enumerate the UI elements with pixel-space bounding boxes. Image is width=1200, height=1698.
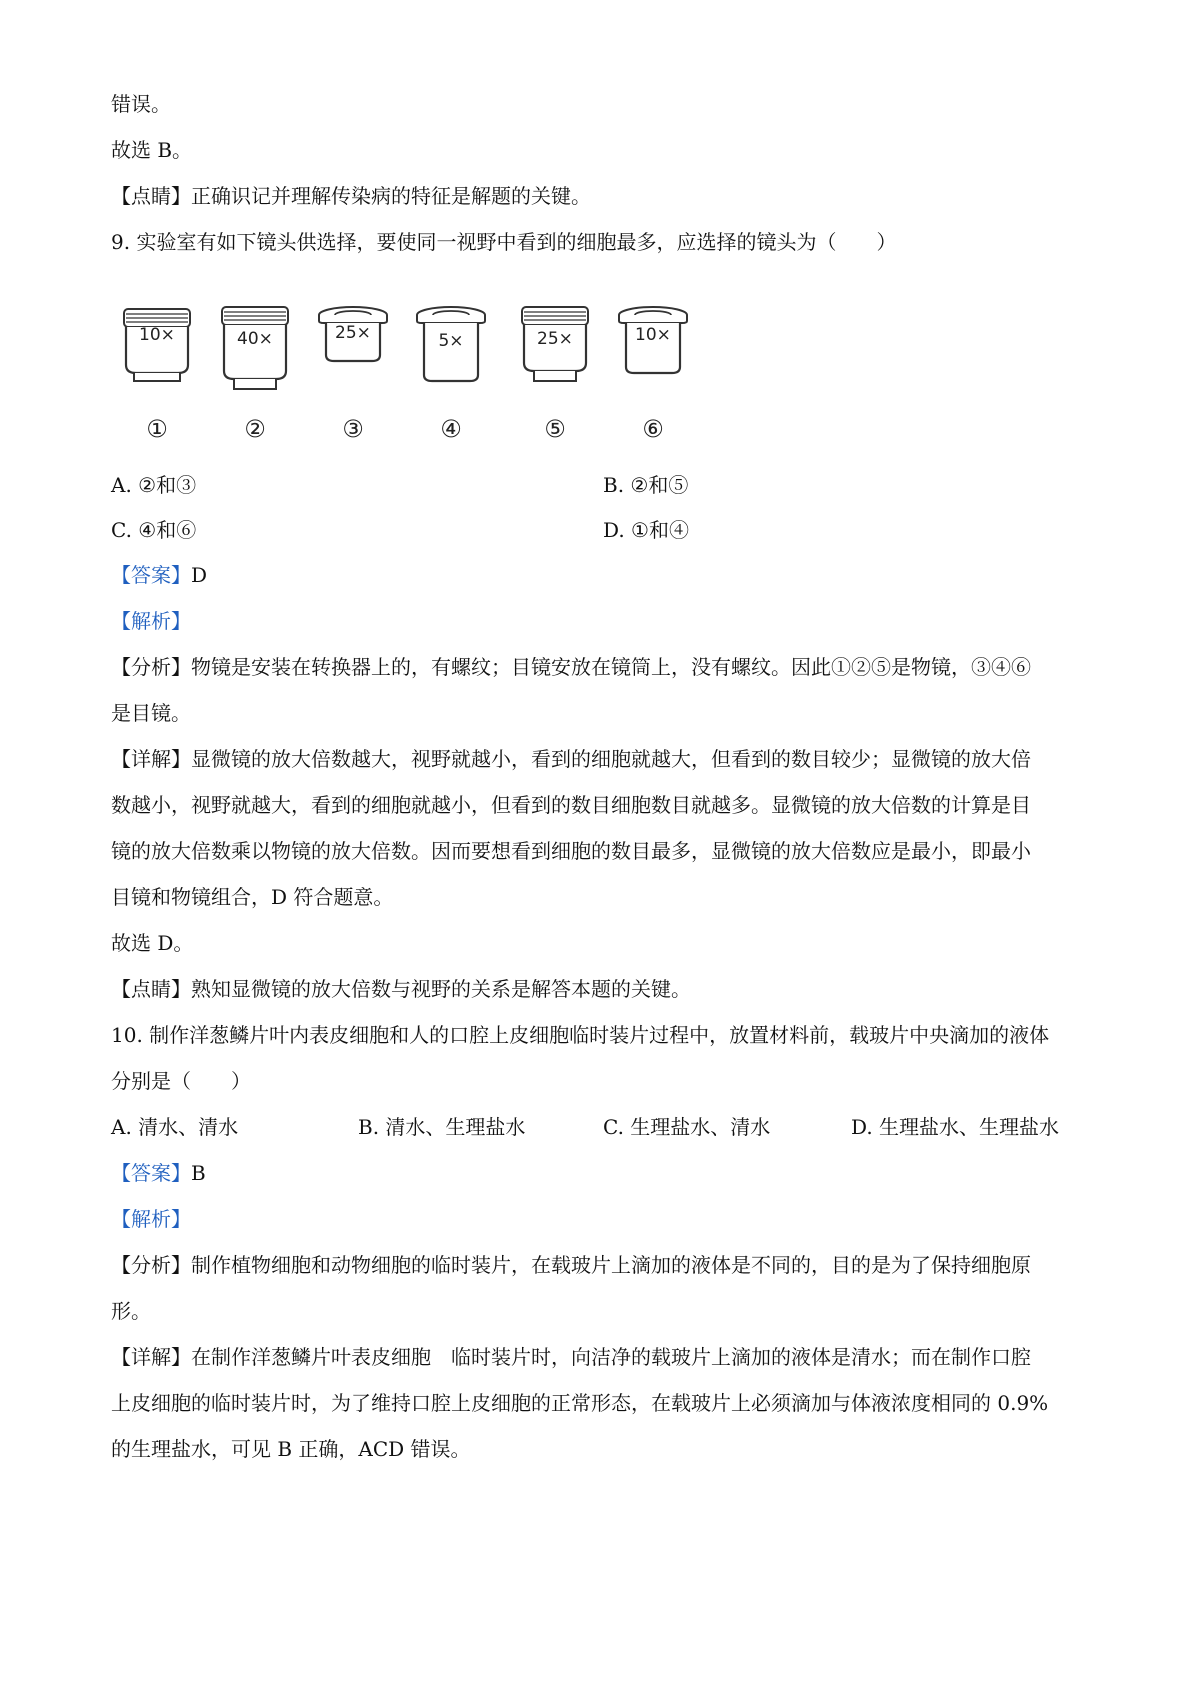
lens-number: ① (146, 415, 168, 443)
dianjing-line: 【点睛】熟知显微镜的放大倍数与视野的关系是解答本题的关键。 (111, 977, 691, 1001)
detail-tag: 【详解】 (111, 747, 191, 771)
text-line: 形。 (111, 1299, 151, 1323)
lens-label: 10× (635, 325, 671, 345)
lens-3 (316, 305, 396, 455)
text-line: 镜的放大倍数乘以物镜的放大倍数。因而要想看到细胞的数目最多，显微镜的放大倍数应是最小，即最小 (111, 839, 1031, 863)
text-line: 故选 B。 (111, 138, 193, 162)
analysis-line (111, 653, 1031, 681)
text-line: 是目镜。 (111, 701, 191, 725)
lens-4 (414, 305, 494, 455)
lens-2 (218, 305, 298, 455)
option-c: C. 生理盐水、清水 (603, 1115, 771, 1139)
lens-label: 40× (237, 329, 273, 349)
analysis-text: 制作植物细胞和动物细胞的临时装片，在载玻片上滴加的液体是不同的，目的是为了保持细胞原 (191, 1253, 1031, 1277)
lens-label: 5× (438, 331, 464, 351)
answer-line (111, 561, 207, 589)
lens-label: 25× (537, 329, 573, 349)
analysis-text: 物镜是安装在转换器上的，有螺纹；目镜安放在镜筒上，没有螺纹。因此①②⑤是物镜，③④⑥ (191, 655, 1031, 679)
detail-tag: 【详解】 (111, 1345, 191, 1369)
lens-label: 10× (139, 325, 175, 345)
lens-number: ④ (440, 415, 462, 443)
detail-text: 显微镜的放大倍数越大，视野就越小，看到的细胞就越大，但看到的数目较少；显微镜的放大倍 (191, 747, 1031, 771)
jiexi-tag: 【解析】 (111, 1207, 191, 1231)
detail-line (111, 1343, 1031, 1371)
text-line: 目镜和物镜组合，D 符合题意。 (111, 885, 394, 909)
option-a: A. 清水、清水 (111, 1115, 239, 1139)
option-c: C. ④和⑥ (111, 518, 197, 542)
lens-number: ⑥ (642, 415, 664, 443)
text-line: 上皮细胞的临时装片时，为了维持口腔上皮细胞的正常形态，在载玻片上必须滴加与体液浓度相同的 0.9% (111, 1391, 1049, 1415)
lens-label: 25× (335, 323, 371, 343)
option-d: D. 生理盐水、生理盐水 (851, 1115, 1060, 1139)
question-10-stem: 10. 制作洋葱鳞片叶内表皮细胞和人的口腔上皮细胞临时装片过程中，放置材料前，载玻片中央滴加的液体 (111, 1023, 1050, 1047)
lens-number: ② (244, 415, 266, 443)
text-line: 数越小，视野就越大，看到的细胞就越小，但看到的数目细胞数目就越多。显微镜的放大倍数的计算是目 (111, 793, 1031, 817)
lens-number: ③ (342, 415, 364, 443)
text-line: 故选 D。 (111, 931, 194, 955)
jiexi-tag: 【解析】 (111, 609, 191, 633)
answer-tag: 【答案】 (111, 1161, 191, 1185)
question-10-stem: 分别是（ ） (111, 1069, 251, 1093)
lens-5 (518, 305, 598, 455)
text-line: 的生理盐水，可见 B 正确，ACD 错误。 (111, 1437, 471, 1461)
lens-number: ⑤ (544, 415, 566, 443)
option-b: B. 清水、生理盐水 (358, 1115, 526, 1139)
lens-1 (120, 305, 200, 455)
analysis-line (111, 1251, 1031, 1279)
dianjing-line: 【点睛】正确识记并理解传染病的特征是解题的关键。 (111, 184, 591, 208)
option-a: A. ②和③ (111, 473, 197, 497)
analysis-tag: 【分析】 (111, 1253, 191, 1277)
answer-tag: 【答案】 (111, 563, 191, 587)
lens-figure (120, 305, 760, 455)
text-line: 错误。 (111, 92, 171, 116)
answer-value: D (191, 563, 208, 587)
option-d: D. ①和④ (603, 518, 689, 542)
option-b: B. ②和⑤ (603, 473, 689, 497)
question-9-stem: 9. 实验室有如下镜头供选择，要使同一视野中看到的细胞最多，应选择的镜头为（ ） (111, 230, 897, 254)
answer-line (111, 1159, 206, 1187)
detail-text: 在制作洋葱鳞片叶表皮细胞 临时装片时，向洁净的载玻片上滴加的液体是清水；而在制作口腔 (191, 1345, 1031, 1369)
detail-line (111, 745, 1031, 773)
lens-6 (616, 305, 696, 455)
analysis-tag: 【分析】 (111, 655, 191, 679)
answer-value: B (191, 1161, 206, 1185)
